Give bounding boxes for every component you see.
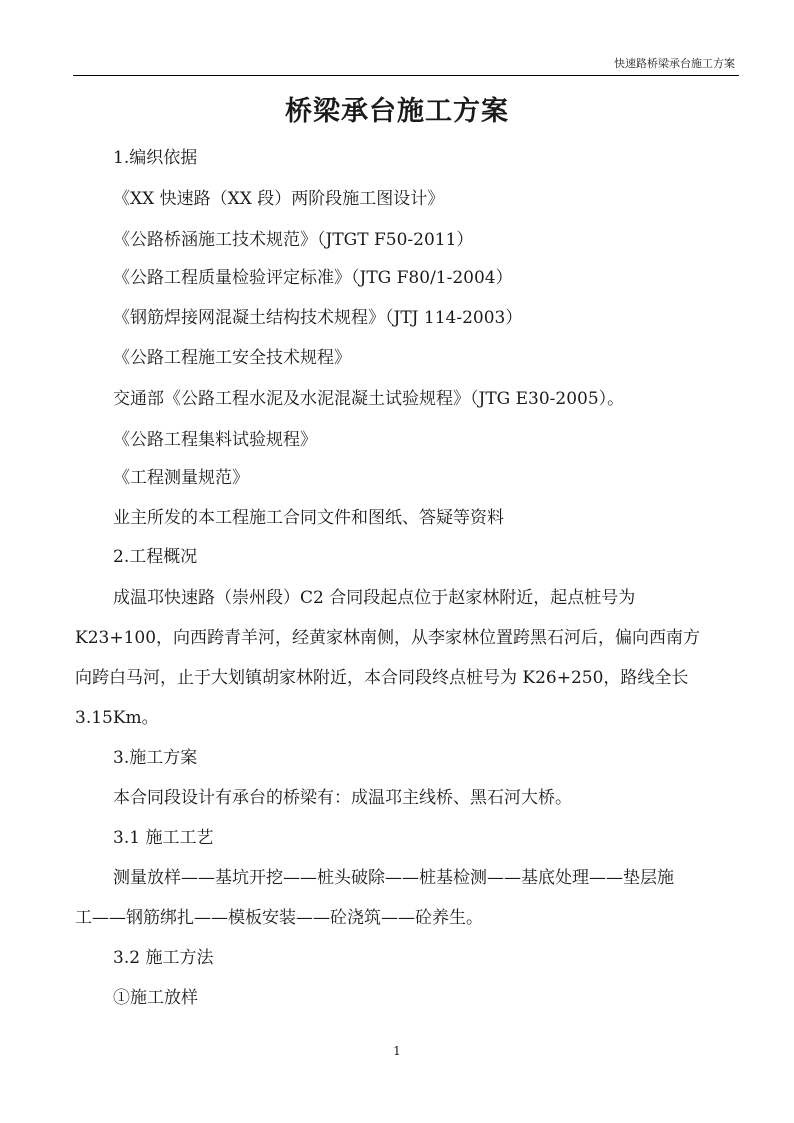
reference-item: 《公路工程施工安全技术规程》 [113, 348, 351, 368]
subsection-heading-process: 3.1 施工工艺 [113, 828, 214, 848]
page-header [73, 47, 739, 76]
paragraph-line: 3.15Km。 [75, 708, 159, 728]
reference-item: 《公路工程集料试验规程》 [113, 430, 317, 450]
section-heading-overview: 2.工程概况 [113, 547, 198, 567]
reference-item: 《工程测量规范》 [113, 468, 249, 488]
reference-item: 《钢筋焊接网混凝土结构技术规程》（JTJ 114-2003） [113, 308, 523, 328]
running-title: 快速路桥梁承台施工方案 [614, 57, 735, 70]
reference-item: 《XX 快速路（XX 段）两阶段施工图设计》 [113, 189, 445, 209]
reference-item: 《公路桥涵施工技术规范》（JTGT F50-2011） [113, 230, 474, 250]
paragraph-line: 向跨白马河，止于大划镇胡家林附近，本合同段终点桩号为 K26+250，路线全长 [75, 668, 689, 688]
paragraph-line: K23+100，向西跨青羊河，经黄家林南侧，从李家林位置跨黑石河后，偏向西南方 [75, 628, 701, 648]
subsection-heading-method: 3.2 施工方法 [113, 948, 214, 968]
reference-item: 交通部《公路工程水泥及水泥混凝土试验规程》（JTG E30-2005）。 [113, 389, 625, 409]
paragraph-line: 测量放样——基坑开挖——桩头破除——桩基检测——基底处理——垫层施 [113, 868, 674, 888]
section-heading-plan: 3.施工方案 [113, 748, 198, 768]
section-heading-basis: 1.编织依据 [113, 148, 198, 168]
paragraph-line: 本合同段设计有承台的桥梁有：成温邛主线桥、黑石河大桥。 [113, 788, 572, 808]
reference-item: 《公路工程质量检验评定标准》（JTG F80/1-2004） [113, 268, 513, 288]
page-number: 1 [393, 1044, 401, 1058]
document-title: 桥梁承台施工方案 [285, 96, 509, 127]
list-item-survey: ①施工放样 [113, 988, 198, 1008]
paragraph-line: 成温邛快速路（崇州段）C2 合同段起点位于赵家林附近，起点桩号为 [113, 588, 636, 608]
paragraph-line: 工——钢筋绑扎——模板安装——砼浇筑——砼养生。 [75, 908, 483, 928]
reference-item: 业主所发的本工程施工合同文件和图纸、答疑等资料 [113, 508, 504, 528]
